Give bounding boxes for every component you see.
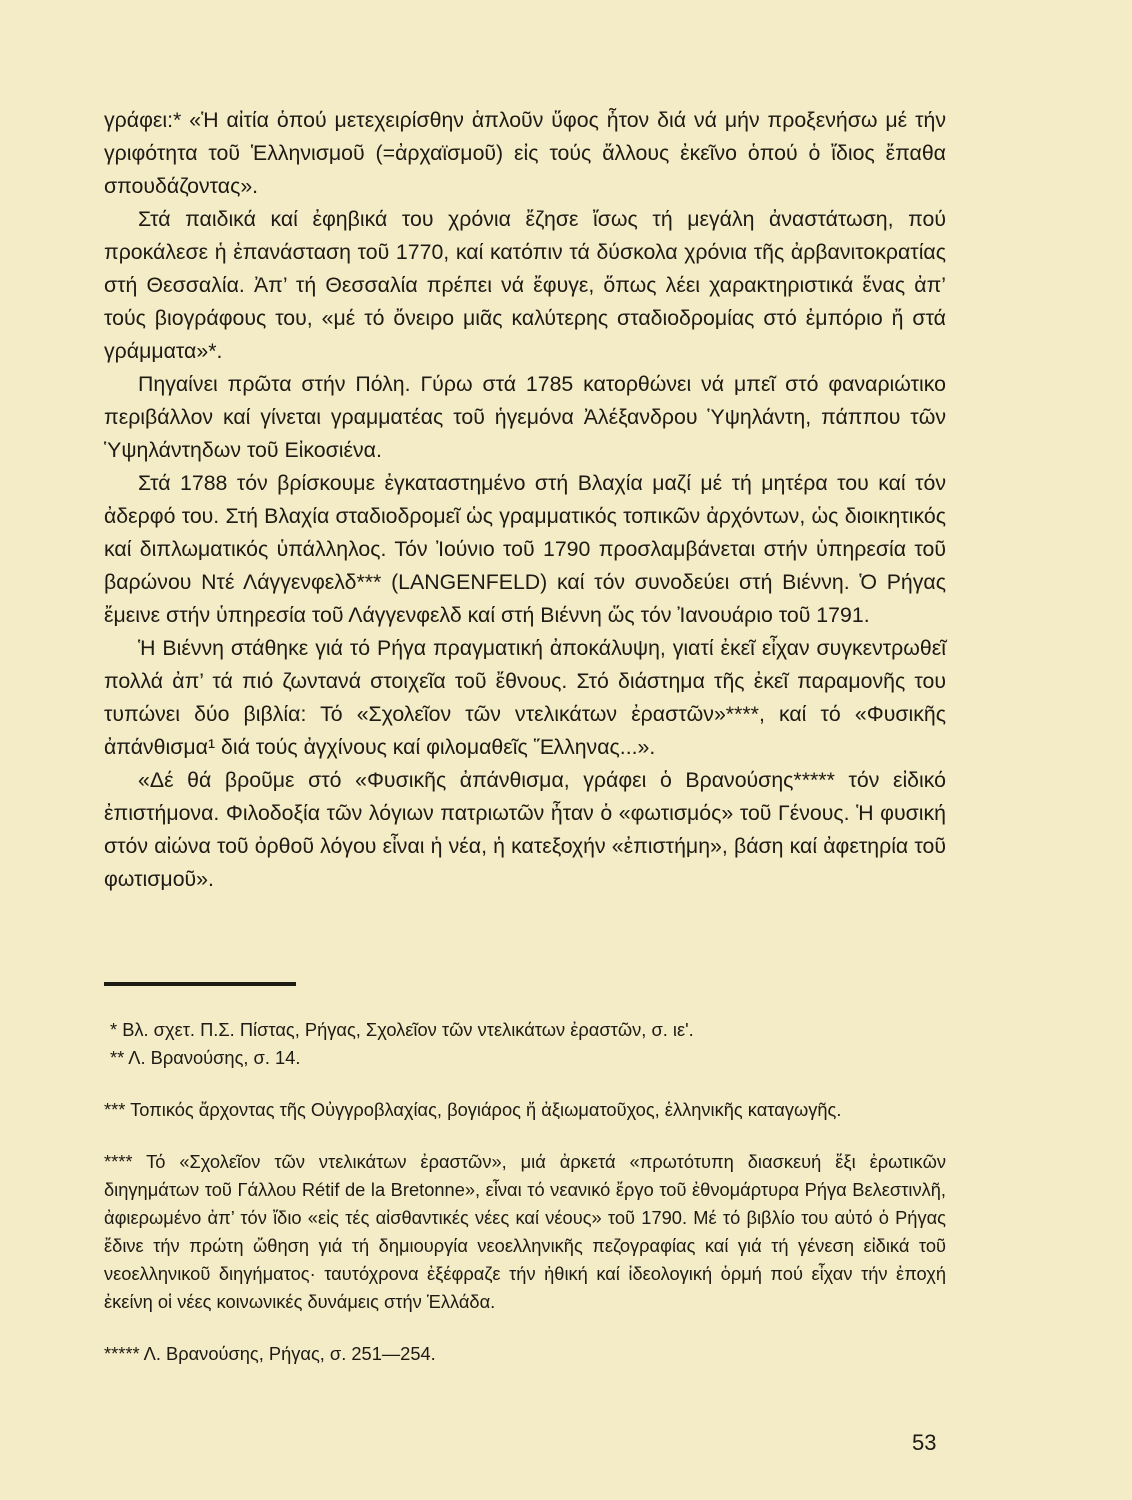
footnote-4: **** Τό «Σχολεῖον τῶν ντελικάτων ἐραστῶν», μιά ἀρκετά «πρωτότυπη διασκευή ἕξι ἐρωτικῶν διηγημάτων τοῦ Γάλλου Rétif de la Bretonne», εἶναι τό νεανικό ἔργο τοῦ ἐθνομάρτυρα Ρήγα Βελεστινλῆ, ἀφιερωμένο ἀπ’ τόν ἴδιο «εἰς τές αἰσθαντικές νέες καί νέους» τοῦ 1790. Μέ τό βιβλίο του αὐτό ὁ Ρήγας ἔδινε τήν πρώτη ὤθηση γιά τή δημιουργία νεοελληνικῆς πεζογραφίας καί γιά τή γένεση εἰδικά τοῦ νεοελληνικοῦ διηγήματος· ταυτόχρονα ἐξέφραζε τήν ἠθική καί ἰδεολογική ὁρμή πού εἶχαν τήν ἐποχή ἐκείνη οἱ νέες κοινωνικές δυνάμεις στήν Ἑλλάδα. (104, 1151, 946, 1312)
body-text (104, 104, 946, 896)
footnote-separator (104, 982, 296, 986)
paragraph-6: «Δέ θά βροῦμε στό «Φυσικῆς ἀπάνθισμα, γράφει ὁ Βρανούσης***** τόν εἰδικό ἐπιστήμονα. Φιλοδοξία τῶν λόγιων πατριωτῶν ἦταν ὁ «φωτισμός» τοῦ Γένους. Ἡ φυσική στόν αἰώνα τοῦ ὀρθοῦ λόγου εἶναι ἡ νέα, ἡ κατεξοχήν «ἐπιστήμη», βάση καί ἀφετηρία τοῦ φωτισμοῦ». (104, 768, 946, 891)
paragraph-1: γράφει:* «Ἡ αἰτία ὁπού μετεχειρίσθην ἁπλοῦν ὕφος ἦτον διά νά μήν προξενήσω μέ τήν γριφότητα τοῦ Ἑλληνισμοῦ (=ἀρχαϊσμοῦ) εἰς τούς ἄλλους ἐκεῖνο ὁπού ὁ ἴδιος ἔπαθα σπουδάζοντας». (104, 108, 946, 198)
footnote-2: ** Λ. Βρανούσης, σ. 14. (110, 1047, 301, 1068)
main-text (104, 104, 946, 896)
paragraph-2: Στά παιδικά καί ἐφηβικά του χρόνια ἔζησε ἴσως τή μεγάλη ἀναστάτωση, πού προκάλεσε ἡ ἐπανάσταση τοῦ 1770, καί κατόπιν τά δύσκολα χρόνια τῆς ἀρβανιτοκρατίας στή Θεσσαλία. Ἀπ’ τή Θεσσαλία πρέπει νά ἔφυγε, ὅπως λέει χαρακτηριστικά ἕνας ἀπ’ τούς βιογράφους του, «μέ τό ὄνειρο μιᾶς καλύτερης σταδιοδρομίας στό ἐμπόριο ἤ στά γράμματα»*. (104, 207, 946, 363)
paragraph-5: Ἡ Βιέννη στάθηκε γιά τό Ρήγα πραγματική ἀποκάλυψη, γιατί ἐκεῖ εἶχαν συγκεντρωθεῖ πολλά ἀπ’ τά πιό ζωντανά στοιχεῖα τοῦ ἔθνους. Στό διάστημα τῆς ἐκεῖ παραμονῆς του τυπώνει δύο βιβλία: Τό «Σχολεῖον τῶν ντελικάτων ἐραστῶν»****, καί τό «Φυσικῆς ἀπάνθισμα¹ διά τούς ἀγχίνους καί φιλομαθεῖς Ἕλληνας...». (104, 636, 946, 759)
footnote-3: *** Τοπικός ἄρχοντας τῆς Οὐγγροβλαχίας, βογιάρος ἤ ἀξιωματοῦχος, ἑλληνικῆς καταγωγῆς. (104, 1099, 842, 1120)
paragraph-3: Πηγαίνει πρῶτα στήν Πόλη. Γύρω στά 1785 κατορθώνει νά μπεῖ στό φαναριώτικο περιβάλλον καί γίνεται γραμματέας τοῦ ἡγεμόνα Ἀλέξανδρου Ὑψηλάντη, πάππου τῶν Ὑψηλάντηδων τοῦ Εἰκοσιένα. (104, 372, 946, 462)
footnote-1: * Βλ. σχετ. Π.Σ. Πίστας, Ρήγας, Σχολεῖον τῶν ντελικάτων ἐραστῶν, σ. ιε'. (110, 1019, 694, 1040)
footnotes (104, 1016, 946, 1368)
paragraph-4: Στά 1788 τόν βρίσκουμε ἐγκαταστημένο στή Βλαχία μαζί μέ τή μητέρα του καί τόν ἀδερφό του. Στή Βλαχία σταδιοδρομεῖ ὡς γραμματικός τοπικῶν ἀρχόντων, ὡς διοικητικός καί διπλωματικός ὑπάλληλος. Τόν Ἰούνιο τοῦ 1790 προσλαμβάνεται στήν ὑπηρεσία τοῦ βαρώνου Ντέ Λάγγενφελδ*** (LANGENFELD) καί τόν συνοδεύει στή Βιέννη. Ὁ Ρήγας ἔμεινε στήν ὑπηρεσία τοῦ Λάγγενφελδ καί στή Βιέννη ὥς τόν Ἰανουάριο τοῦ 1791. (104, 471, 946, 627)
footnote-5: ***** Λ. Βρανούσης, Ρήγας, σ. 251—254. (104, 1343, 436, 1364)
page-number: 53 (912, 1430, 937, 1455)
